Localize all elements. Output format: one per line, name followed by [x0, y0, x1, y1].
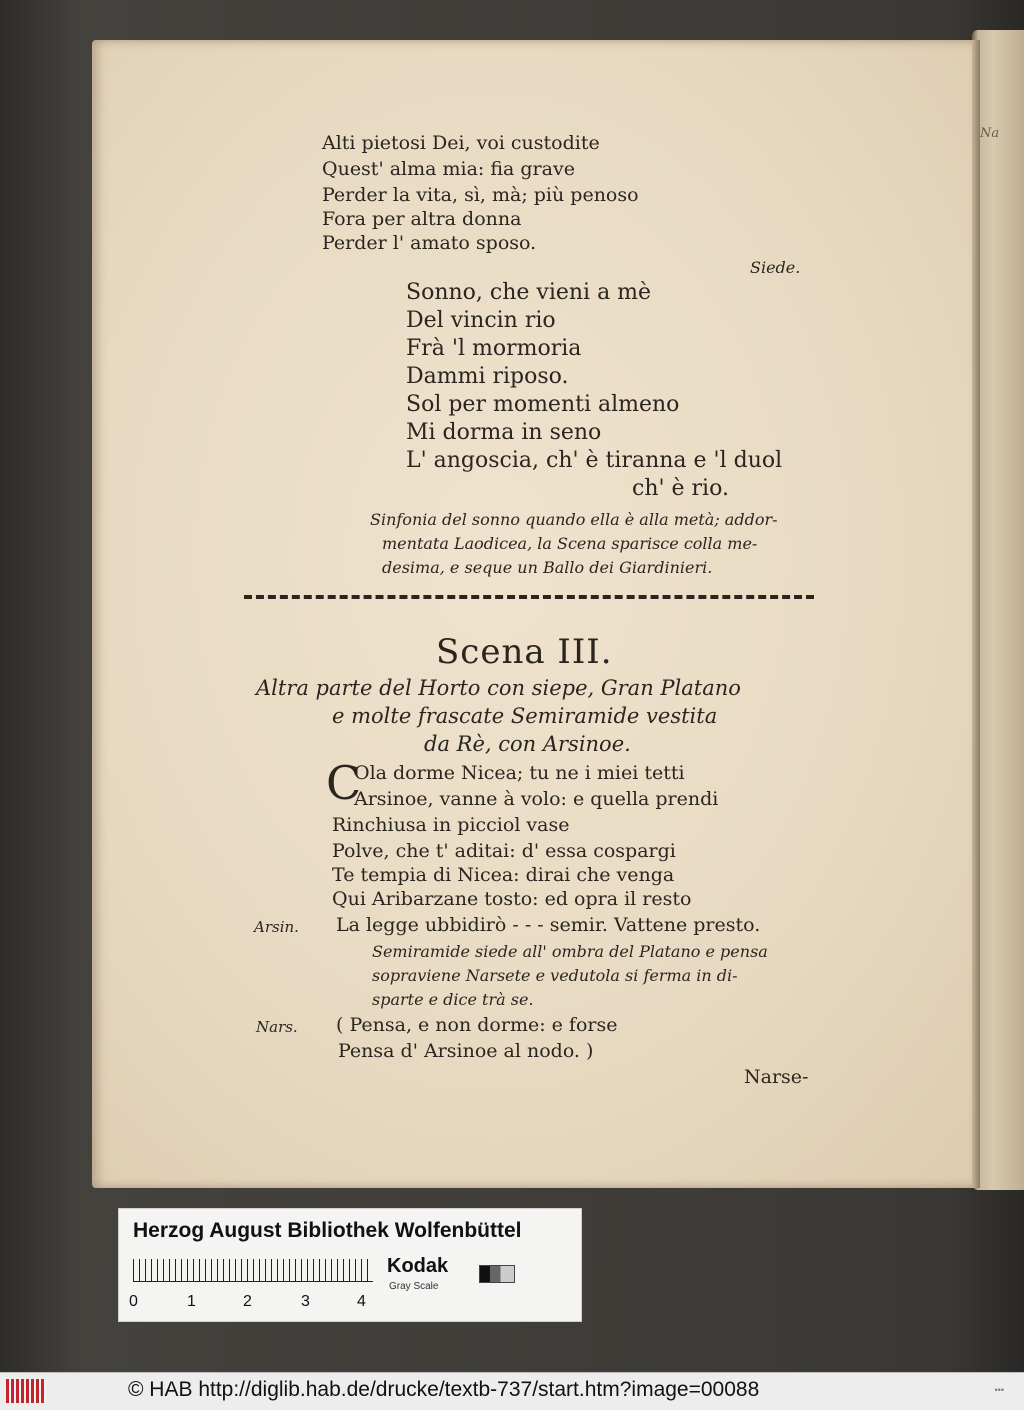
speech-line: Te tempia di Nicea: dirai che venga	[332, 864, 675, 886]
hab-logo-icon[interactable]	[6, 1379, 46, 1403]
section-divider	[244, 595, 814, 599]
opening-line: Perder la vita, sì, mà; più penoso	[322, 184, 639, 206]
speaker-narsete: Nars.	[256, 1018, 298, 1036]
scene-title: Scena III.	[436, 632, 613, 672]
sinfonia-direction: mentata Laodicea, la Scena sparisce colla me-	[382, 534, 758, 553]
ruler-number: 0	[129, 1293, 138, 1310]
opening-line: Fora per altra donna	[322, 208, 522, 230]
aria-line: Sol per momenti almeno	[406, 392, 680, 417]
narsete-line: ( Pensa, e non dorme: e forse	[336, 1014, 618, 1036]
calibration-card	[118, 1208, 582, 1322]
kodak-brand: Kodak	[387, 1255, 449, 1277]
sinfonia-direction: Sinfonia del sonno quando ella è alla metà; addor-	[370, 510, 778, 529]
catchword: Narse-	[744, 1066, 809, 1088]
speech-line: Polve, che t' aditai: d' essa cospargi	[332, 840, 676, 862]
opening-line: Alti pietosi Dei, voi custodite	[322, 132, 600, 154]
page-gutter	[972, 40, 980, 1188]
speech-line: Arsinoe, vanne à volo: e quella prendi	[354, 788, 719, 810]
speech-line: Qui Aribarzane tosto: ed opra il resto	[332, 888, 692, 910]
arsinoe-line: La legge ubbidirò - - - semir. Vattene presto.	[336, 914, 761, 936]
aria-line: L' angoscia, ch' è tiranna e 'l duol	[406, 448, 783, 473]
footer-url[interactable]: © HAB http://diglib.hab.de/drucke/textb-737/start.htm?image=00088	[128, 1378, 760, 1401]
semiramide-direction: sparte e dice trà se.	[372, 990, 534, 1009]
ruler-number: 2	[243, 1293, 252, 1310]
ruler-number: 4	[357, 1293, 366, 1310]
viewer-footer	[0, 1372, 1024, 1410]
aria-line: ch' è rio.	[632, 476, 729, 501]
library-name: Herzog August Bibliothek Wolfenbüttel	[133, 1219, 522, 1242]
semiramide-direction: Semiramide siede all' ombra del Platano e pensa	[372, 942, 768, 961]
scene-setting: Altra parte del Horto con siepe, Gran Platano	[256, 676, 741, 700]
aria-line: Sonno, che vieni a mè	[406, 280, 652, 305]
next-page-fragment: Na	[980, 126, 1000, 141]
speaker-arsinoe: Arsin.	[254, 918, 299, 936]
ruler-number: 1	[187, 1293, 196, 1310]
scene-setting: da Rè, con Arsinoe.	[424, 732, 631, 756]
opening-line: Perder l' amato sposo.	[322, 232, 537, 254]
gray-scale-label: Gray Scale	[389, 1281, 439, 1292]
sinfonia-direction: desima, e seque un Ballo dei Giardinieri.	[382, 558, 713, 577]
drop-cap: C	[326, 756, 362, 810]
scene-setting: e molte frascate Semiramide vestita	[332, 704, 718, 728]
footer-mark-icon: •••	[994, 1385, 1004, 1395]
opening-line: Quest' alma mia: fia grave	[322, 158, 575, 180]
stage-direction-siede: Siede.	[750, 258, 801, 277]
gray-swatch	[479, 1265, 515, 1283]
aria-line: Del vincin rio	[406, 308, 556, 333]
speech-line: Ola dorme Nicea; tu ne i miei tetti	[354, 762, 685, 784]
aria-line: Dammi riposo.	[406, 364, 569, 389]
speech-line: Rinchiusa in picciol vase	[332, 814, 570, 836]
aria-line: Frà 'l mormoria	[406, 336, 582, 361]
scale-ruler	[133, 1259, 373, 1282]
aria-line: Mi dorma in seno	[406, 420, 602, 445]
semiramide-direction: sopraviene Narsete e vedutola si ferma in di-	[372, 966, 738, 985]
narsete-line: Pensa d' Arsinoe al nodo. )	[338, 1040, 594, 1062]
ruler-number: 3	[301, 1293, 310, 1310]
